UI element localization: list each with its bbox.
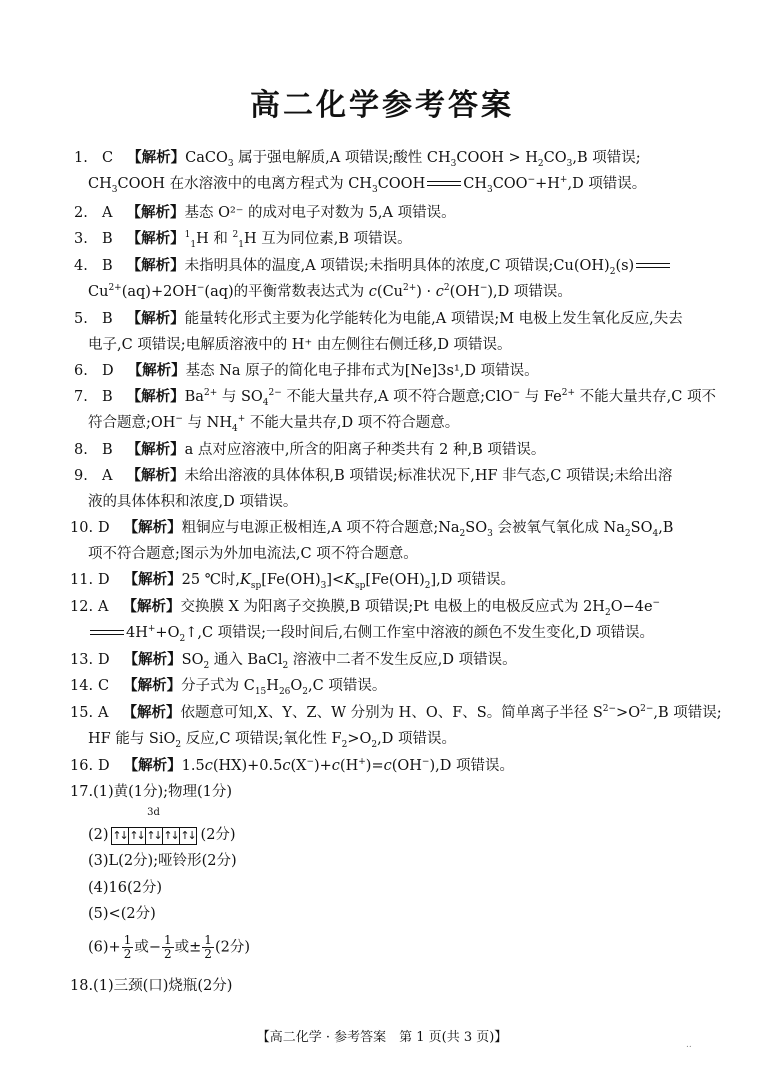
answer-5: 5. B 【解析】能量转化形式主要为化学能转化为电能,A 项错误;M 电极上发生氧化反应,失去 电子,C 项错误;电解质溶液中的 H⁺ 由左侧往右侧迁移,D 项错误。 <box>74 311 683 353</box>
answer-16: 16. D 【解析】1.5c(HX)+0.5c(X−)+c(H+)=c(OH−),D 项错误。 <box>70 757 514 774</box>
answer-17-part-2: (2) 3d ↑↓ ↑↓ ↑↓ ↑↓ ↑↓ (2分) <box>88 822 236 848</box>
answer-17-part-4: (4)16(2分) <box>88 880 163 896</box>
orbital-box: ↑↓ <box>129 829 144 842</box>
fraction: $\frac{1}{2}$ <box>123 933 132 961</box>
answer-7: 7. B 【解析】$Ba^{2+}$ 与 $SO_4^{2-}$ 不能大量共存,A 项不符合题意;ClO− 与 $Fe^{2+}$ 不能大量共存,C 项不 符合题意;OH− 与 $NH_4^+$ 不能大量共存,D 项不符合题意。 <box>74 388 716 434</box>
answer-3: 3. B 【解析】$^1_1$H 和 $^2_1$H 互为同位素,B 项错误。 <box>74 230 412 250</box>
answer-17-part-6: (6)+ $\frac{1}{2}$ 或− $\frac{1}{2}$ 或± $\frac{1}{2}$ (2分) <box>88 933 250 961</box>
answer-13: 13. D 【解析】$SO_2$ 通入 BaCl$_2$ 溶液中二者不发生反应,D 项错误。 <box>70 652 517 671</box>
answer-17-part-5: (5)<(2分) <box>88 906 156 922</box>
answer-17-part-3: (3)L(2分);哑铃形(2分) <box>88 853 237 869</box>
orbital-box: ↑↓ <box>163 829 178 842</box>
answer-10: 10. D 【解析】粗铜应与电源正极相连,A 项不符合题意$;Na_2SO_3$ 会被氧气氧化成 $Na_2SO_4,B$ 项不符合题意;图示为外加电流法,C 项不符合题意。 <box>70 520 674 562</box>
answer-18-part-1: 18.(1)三颈(口)烧瓶(2分) <box>70 978 233 994</box>
answer-9: 9. A 【解析】未给出溶液的具体体积,B 项错误;标准状况下,HF 非气态,C 项错误;未给出溶 液的具体体积和浓度,D 项错误。 <box>74 468 673 510</box>
page-title: 高二化学参考答案 <box>250 88 514 123</box>
fraction: $\frac{1}{2}$ <box>164 933 172 961</box>
page-footer: 【高二化学 · 参考答案 第 1 页(共 3 页)】 <box>256 1030 508 1045</box>
orbital-box: ↑↓ <box>146 829 161 842</box>
orbital-box: ↑↓ <box>180 829 195 842</box>
answer-4: 4. B 【解析】未指明具体的温度,A 项错误;未指明具体的浓度,C 项错误$;Cu(OH)_2(s)$ $Cu^{2+}(aq)+2OH^-(aq)$的平衡常数表达式为 $c(Cu^{2+}) \cdot c^2(OH^-),D$ 项错误。 <box>74 253 694 305</box>
answer-15: 15. A 【解析】依题意可知,X、Y、Z、W 分别为 H、O、F、S。简单离子半径 $S^{2-}>O^{2-},B$ 项错误; HF 能与 SiO$_2$ 反应,C 项错误;氧化性 $F_2>O_2,D$ 项错误。 <box>70 704 722 750</box>
fraction: $\frac{1}{2}$ <box>204 933 212 961</box>
corner-mark: .. <box>686 1040 692 1050</box>
orbital-box: ↑↓ <box>112 829 127 842</box>
answer-1: 1. C 【解析】CaCO$_3$ 属于强电解质,A 项错误;酸性 $CH_3COOH > H_2CO_3,B$ 项错误; $CH_3COOH$ 在水溶液中的电离方程式为 $CH_3COOH$ $CH_3COO^-+H^+,D$ 项错误。 <box>74 150 647 195</box>
answer-11: 11. D 【解析】25 ℃时$,K_{sp}[Fe(OH)_3]<K_{sp}[Fe(OH)_2],D$ 项错误。 <box>70 572 516 591</box>
answer-12: 12. A 【解析】交换膜 X 为阳离子交换膜,B 项错误;Pt 电极上的电极反应式为 $2H_2O-4e^-$ $4H^++O_2↑,C$ 项错误;一段时间后,右侧工作室中溶液的颜色不发生变化,D 项错误。 <box>70 598 661 644</box>
orbital-diagram: 3d ↑↓ ↑↓ ↑↓ ↑↓ ↑↓ <box>111 822 197 848</box>
answer-14: 14. C 【解析】分子式为 $C_{15}H_{26}O_2,C$ 项错误。 <box>70 678 387 697</box>
answer-6: 6. D 【解析】基态 Na 原子的简化电子排布式为[Ne]3s¹,D 项错误。 <box>74 363 539 379</box>
answer-2: 2. A 【解析】基态 O²⁻ 的成对电子对数为 5,A 项错误。 <box>74 205 456 221</box>
answer-17-part-1: 17.(1)黄(1分);物理(1分) <box>70 784 233 800</box>
answer-8: 8. B 【解析】a 点对应溶液中,所含的阳离子种类共有 2 种,B 项错误。 <box>74 442 546 458</box>
